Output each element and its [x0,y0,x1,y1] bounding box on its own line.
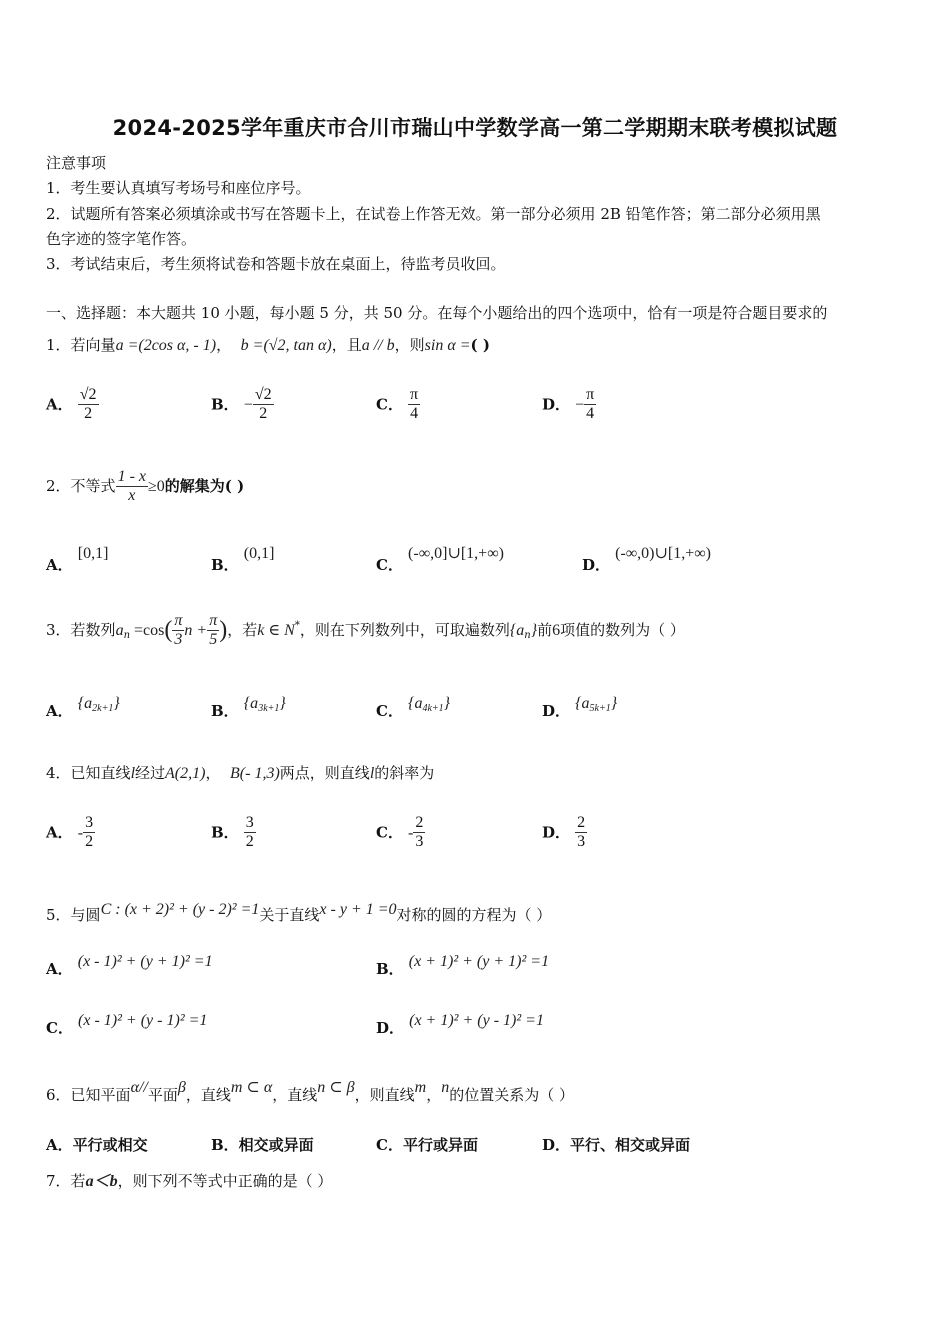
option-value: (x - 1)² + (y - 1)² =1 [78,1012,208,1029]
section-heading: 一、选择题：本大题共 10 小题，每小题 5 分，共 50 分。在每个小题给出的四个选项中，恰有一项是符合题目要求的 [46,304,828,322]
option-label: C． [46,1019,73,1037]
option-value: $\{a_{3k+1}\}$ [243,695,286,714]
fraction [575,814,587,852]
denominator: 4 [410,405,419,423]
option-label: D． [542,702,571,720]
note-item: 3．考试结束后，考生须将试卷和答题卡放在桌面上，待监考员收回。 [46,255,506,273]
question-text: 经过 [135,764,166,782]
denominator: 3 [174,631,183,649]
minus-sign: − [575,396,585,414]
question-text: 已知平面 [70,1086,131,1104]
option-label: D． [542,395,571,414]
note-item: 色字迹的签字笔作答。 [46,230,197,248]
question-3 [46,612,685,650]
question-text: ，直线 [185,1086,231,1104]
question-text: ， [205,764,221,782]
option-value: (x - 1)² + (y + 1)² =1 [77,953,213,970]
numerator: π [207,612,219,631]
question-number: 5． [46,906,71,924]
parallel-condition: a // b [361,337,395,354]
option-value: (-∞,0)∪[1,+∞) [615,545,711,562]
question-number: 1． [46,336,71,354]
option-value: $\{a_{2k+1}\}$ [77,695,120,714]
question-text: 前 [537,620,553,639]
option-label: A． [46,960,73,978]
fraction [584,386,596,424]
option-value: (x + 1)² + (y + 1)² =1 [408,953,550,970]
q5-option-d[interactable] [376,1012,544,1038]
circle-equation: C : (x + 2)² + (y - 2)² =1 [100,901,260,918]
line-m: m [414,1079,427,1096]
question-number: 7． [46,1172,71,1190]
answer-brackets: ( ) [470,336,490,354]
question-5 [46,901,552,925]
option-label: B． [211,823,239,842]
q6-option-c[interactable]: C．平行或异面 [376,1136,478,1154]
subscript: 5k+1 [589,703,611,714]
q2-option-b[interactable] [211,545,275,575]
question-2 [46,468,244,506]
question-text: ，且 [331,336,362,354]
numerator: 3 [244,814,256,833]
q2-option-a[interactable] [46,545,109,575]
paren-close: ) [219,616,228,643]
fraction [78,386,99,424]
option-label: B． [211,395,239,414]
sequence: {a [509,621,525,639]
fraction [172,612,184,650]
question-text: 项值的数列为（ ） [560,620,685,639]
option-label: B． [376,960,404,978]
sequence-term: a [115,621,124,639]
q3-option-c[interactable] [376,695,451,722]
question-6 [46,1079,574,1105]
denominator: 5 [209,631,218,649]
numerator: √2 [78,386,99,405]
inequality-sign: ≥0 [148,477,165,495]
option-label: D． [582,556,611,574]
subscript: 4k+1 [422,703,444,714]
numerator: 2 [413,814,425,833]
q1-option-b[interactable] [211,386,274,424]
point-a: A(2,1) [165,765,206,782]
line-l: l [369,765,375,782]
question-text: 若数列 [70,620,116,639]
option-label: A． [46,823,73,842]
fraction [83,814,95,852]
page-title: 2024-2025学年重庆市合川市瑞山中学数学高一第二学期期末联考模拟试题 [112,116,838,140]
option-label: A． [46,702,73,720]
vector-a: a =(2cos α, - 1) [115,337,217,354]
q6-option-a[interactable]: A．平行或相交 [46,1136,148,1154]
q4-option-a[interactable] [46,814,95,852]
question-number: 2． [46,476,71,495]
option-value: (x + 1)² + (y - 1)² =1 [409,1012,544,1029]
fraction [408,386,420,424]
expression: n + [184,621,208,639]
question-text: 关于直线 [259,906,320,924]
option-label: C． [376,702,403,720]
denominator: 3 [577,833,586,851]
q3-option-d[interactable] [542,695,618,722]
option-label: A． [46,395,73,414]
option-label: C． [376,823,403,842]
notes-heading: 注意事项 [46,154,107,172]
line-m: m ⊂ α [230,1079,273,1096]
subscript: n [524,629,531,641]
option-label: C． [376,395,403,414]
numerator: π [172,612,184,631]
option-label: C． [376,556,403,574]
q1-option-a[interactable] [46,386,99,424]
question-text: 若向量 [70,336,116,354]
subscript: 3k+1 [258,703,280,714]
question-1 [46,334,490,355]
fraction [116,468,148,506]
question-text: 已知直线 [70,764,131,782]
numerator: 1 - x [116,468,148,487]
denominator: 2 [245,833,254,851]
question-4 [46,762,434,783]
q6-option-d[interactable]: D．平行、相交或异面 [542,1136,691,1154]
sin-alpha: sin α = [424,337,471,354]
question-text: 不等式 [70,476,116,495]
equals-cos: =cos [130,621,165,639]
question-text: 与圆 [70,906,101,924]
question-text: ，直线 [272,1086,318,1104]
paren-open: ( [164,616,173,643]
question-text: ，则直线 [354,1086,415,1104]
subscript: n [123,629,131,641]
brace-close: } [530,621,538,639]
line-n: n ⊂ β [317,1079,355,1096]
point-b: B(- 1,3) [230,765,280,782]
question-text: 对称的圆的方程为（ ） [396,906,552,924]
fraction [244,814,256,852]
option-value: $\{a_{4k+1}\}$ [408,695,451,714]
note-item: 1．考生要认真填写考场号和座位序号。 [46,179,311,197]
q2-option-c[interactable] [376,545,504,575]
question-text: 两点，则直线 [279,764,370,782]
q4-option-d[interactable] [542,814,587,852]
denominator: 2 [84,405,93,423]
question-text: 平面 [147,1086,178,1104]
option-value: (-∞,0]∪[1,+∞) [408,545,504,562]
question-text: ，则在下列数列中，可取遍数列 [299,620,510,639]
plane-beta: β [177,1079,186,1096]
denominator: 2 [259,405,268,423]
question-number: 3． [46,620,71,639]
k-condition: k ∈ N [257,621,295,639]
numerator: √2 [253,386,274,405]
option-value: (0,1] [243,545,275,562]
option-value: [0,1] [77,545,109,562]
minus-sign: - [77,824,84,842]
question-7 [46,1168,332,1191]
count: 6 [552,621,561,639]
plane-alpha: α// [130,1079,148,1096]
numerator: 2 [575,814,587,833]
q6-option-b[interactable]: B．相交或异面 [211,1136,314,1154]
line-equation: x - y + 1 =0 [319,901,397,918]
question-text: 若 [70,1172,86,1190]
q5-option-c[interactable] [46,1012,208,1038]
option-label: B． [211,702,239,720]
inequality-condition: a＜b [85,1173,118,1190]
q3-option-a[interactable] [46,695,120,722]
question-number: 4． [46,764,71,782]
q1-option-c[interactable] [376,386,420,424]
minus-sign: - [408,824,414,842]
q5-option-a[interactable] [46,953,213,979]
subscript: 2k+1 [92,703,114,714]
q2-option-d[interactable] [582,545,711,575]
line-l: l [130,765,136,782]
line-n: n [441,1079,450,1096]
q4-option-b[interactable] [211,814,256,852]
question-text: ，则下列不等式中正确的是（ ） [117,1172,333,1190]
numerator: 3 [83,814,95,833]
q3-option-b[interactable] [211,695,286,722]
superscript: * [294,619,300,631]
q5-option-b[interactable] [376,953,550,979]
denominator: x [128,487,136,505]
option-label: B． [211,556,239,574]
question-text: 的位置关系为（ ） [449,1086,574,1104]
fraction [413,814,425,852]
fraction [253,386,274,424]
denominator: 2 [85,833,94,851]
question-text: ， [216,336,232,354]
denominator: 3 [415,833,424,851]
option-label: D． [542,823,571,842]
question-number: 6． [46,1086,71,1104]
option-label: A． [46,556,73,574]
denominator: 4 [586,405,595,423]
question-text: ，则 [394,336,425,354]
numerator: π [408,386,420,405]
q4-option-c[interactable] [376,814,425,852]
numerator: π [584,386,596,405]
fraction [207,612,219,650]
option-label: D． [376,1019,405,1037]
minus-sign: − [243,396,253,414]
question-text: 的斜率为 [374,764,435,782]
question-text: 的解集为( ) [164,476,245,495]
note-item: 2．试题所有答案必须填涂或书写在答题卡上，在试卷上作答无效。第一部分必须用 2B 铅笔作答；第二部分必须用黑 [46,205,821,223]
q1-option-d[interactable] [542,386,596,424]
question-text: ， [426,1086,442,1104]
option-value: $\{a_{5k+1}\}$ [575,695,618,714]
question-text: ，若 [227,620,258,639]
vector-b: b =(√2, tan α) [240,337,332,354]
